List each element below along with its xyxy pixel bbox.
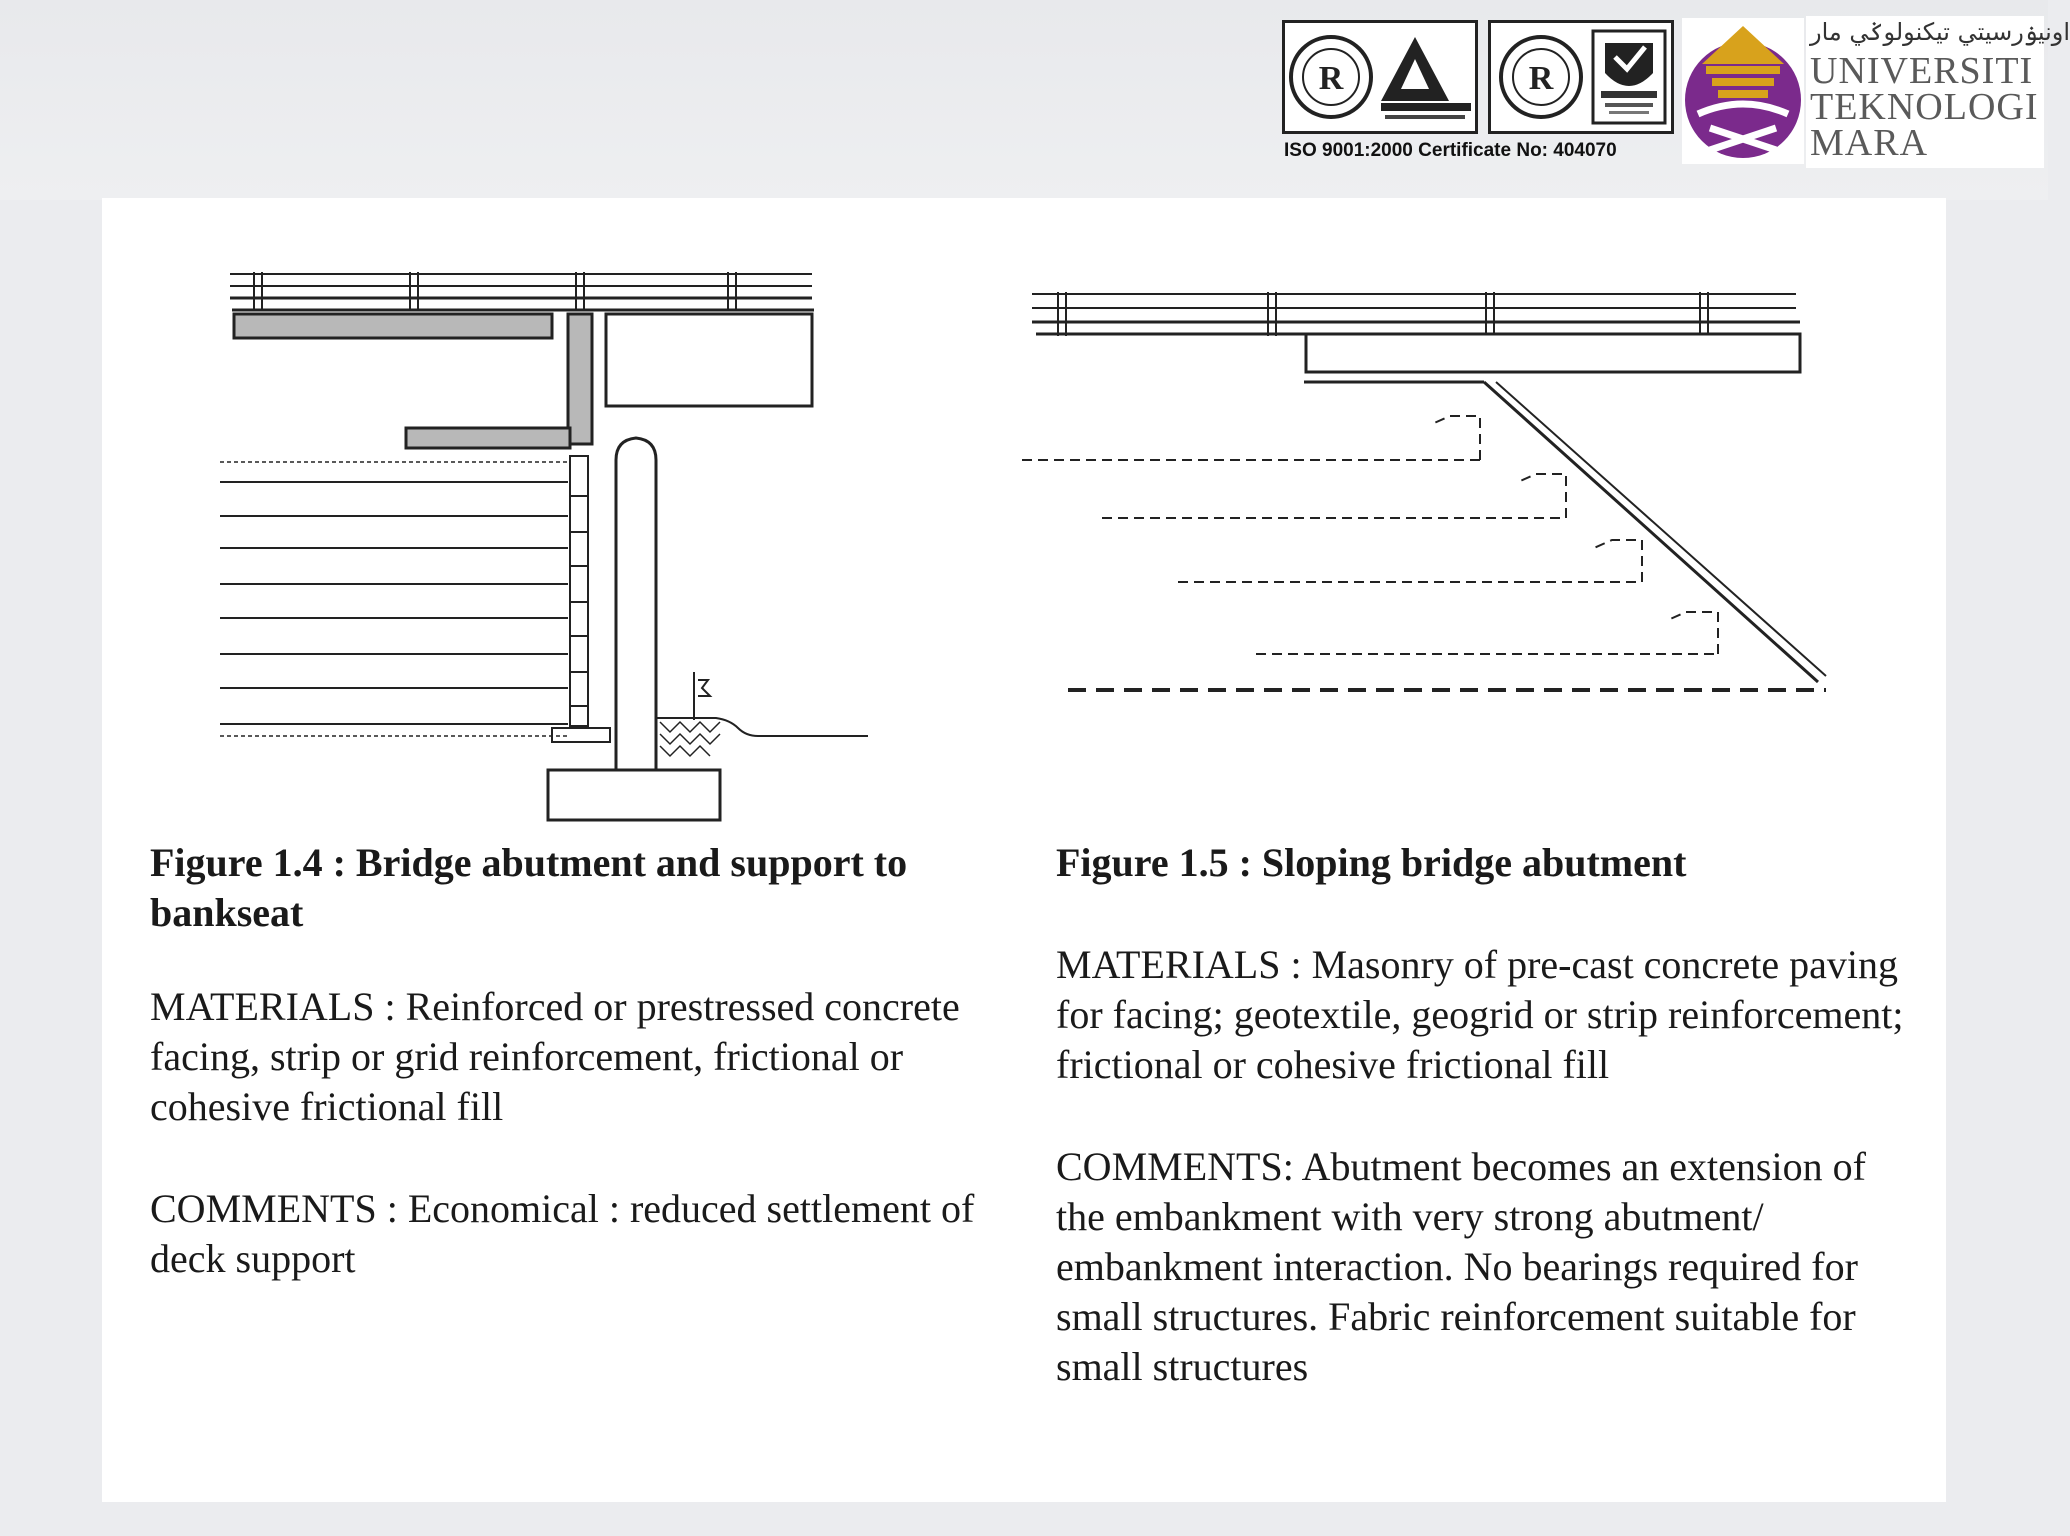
uitm-name-line-1: UNIVERSITI [1810,50,2034,92]
content-panel [102,198,1946,1502]
figure-1-5-materials: MATERIALS : Masonry of pre-cast concrete paving for facing; geotextile, geogrid or strip reinforcement; frictional or cohesive frictional fill [1056,942,1904,1087]
bridge-deck-beam [606,314,812,406]
uitm-name-line-2: TEKNOLOGI [1810,86,2039,128]
railing-posts [1058,292,1708,336]
header-logos [1280,16,2070,168]
certificate-number-text: ISO 9001:2000 Certificate No: 404070 [1284,140,1617,161]
figure-1-4-comments: COMMENTS : Economical : reduced settlement of deck support [150,1186,975,1281]
figure-1-4-materials: MATERIALS : Reinforced or prestressed concrete facing, strip or grid reinforcement, frictional or cohesive frictional fill [150,984,960,1129]
figure-1-4-text [150,838,1010,1284]
figure-1-5-text [1056,838,1916,1392]
sloping-abutment-diagram [1022,228,1982,768]
approach-slab [234,314,552,338]
marker-flag [698,680,710,696]
svg-text:R: R [1318,60,1344,97]
reinforcement-layers [1022,416,1718,654]
facing-panel-joints [570,496,588,706]
abutment-stem [568,314,592,444]
slope-facing-inner [1496,382,1826,676]
ground-line [656,718,868,736]
pier-column [616,438,656,770]
quality-certification-logo [1282,20,1478,134]
deck-slab [1306,334,1800,372]
figure-1-4-caption: Figure 1.4 : Bridge abutment and support to bankseat [150,840,908,935]
svg-text:R: R [1528,60,1554,97]
ground-hatch [660,722,720,756]
figure-1-5-comments: COMMENTS: Abutment becomes an extension of the embankment with very strong abutment/ embankment interaction. No bearings required for small structures. Fabric reinforcement suitable for small structures [1056,1144,1866,1389]
reinforcement-strips [220,482,568,724]
bridge-abutment-diagram [222,228,982,788]
uitm-name-line-3: MARA [1810,122,1929,164]
railing-posts [254,272,736,310]
pier-footing [548,770,720,820]
uitm-jawi-text: اونيۏرسيتي تيكنولوݢي مار [1810,18,2070,46]
uitm-emblem-icon [1682,18,1804,164]
slope-facing-outer [1484,382,1818,682]
bearing-shelf [406,428,570,448]
levelling-pad [552,728,610,742]
ukas-certification-logo [1488,20,1674,134]
uitm-wordmark [1806,16,2070,168]
figure-1-5-caption: Figure 1.5 : Sloping bridge abutment [1056,840,1687,885]
